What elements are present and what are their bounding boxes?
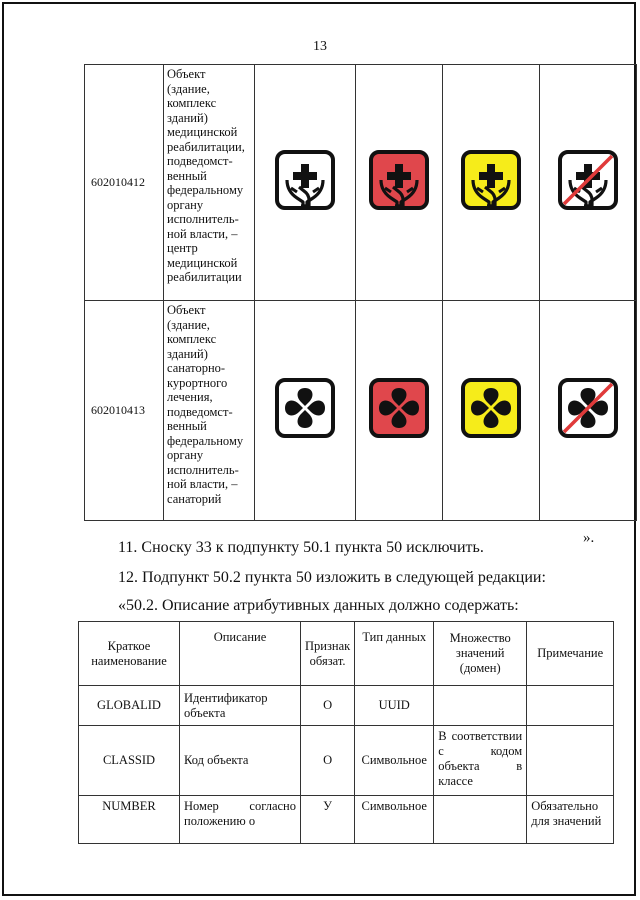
quatrefoil-icon [369,378,429,438]
object-description: Объект (здание, комплекс зданий) медицинской реабилитации, подведомст-венный федеральному органу исполнитель-ной власти, – центр медицинской реабилитации [164,65,255,301]
object-description: Объект (здание, комплекс зданий) санаторно-курортного лечения, подведомст-венный федеральному органу исполнитель-ной власти, – санаторий [164,301,255,521]
column-header: Признак обязат. [301,622,355,686]
symbol-cell-crossed [540,65,637,301]
cell-note: Обязательно для значений [527,796,614,844]
table-row [79,726,614,796]
cell-data-type: UUID [355,686,434,726]
cell-domain [434,796,527,844]
cell-required: О [301,726,355,796]
paragraph-11: 11. Сноску 33 к подпункту 50.1 пункта 50 исключить. [118,539,484,556]
column-header: Множество значений (домен) [434,622,527,686]
symbol-table [84,64,637,521]
column-header: Тип данных [355,622,434,686]
object-code: 602010413 [85,301,164,521]
table-row [79,686,614,726]
quatrefoil-icon [558,378,618,438]
column-header: Краткое наименование [79,622,180,686]
cell-required: О [301,686,355,726]
cell-note [527,726,614,796]
table-row [85,65,637,301]
cell-short-name: CLASSID [79,726,180,796]
cell-description: Идентификатор объекта [180,686,301,726]
hands-cross-icon [369,150,429,210]
cell-data-type: Символьное [355,796,434,844]
cell-domain [434,686,527,726]
attribute-table [78,621,614,844]
quatrefoil-icon [275,378,335,438]
hands-cross-icon [461,150,521,210]
cell-short-name: GLOBALID [79,686,180,726]
cell-required: У [301,796,355,844]
symbol-cell-red [356,301,443,521]
symbol-cell-crossed [540,301,637,521]
cell-note [527,686,614,726]
cell-data-type: Символьное [355,726,434,796]
cell-description: Код объекта [180,726,301,796]
hands-cross-icon [275,150,335,210]
quatrefoil-icon [461,378,521,438]
symbol-cell-yellow [443,65,540,301]
hands-cross-icon [558,150,618,210]
header-row [79,622,614,686]
cell-description: Номер согласно положению о [180,796,301,844]
column-header: Примечание [527,622,614,686]
table-row [85,301,637,521]
column-header: Описание [180,622,301,686]
object-code: 602010412 [85,65,164,301]
table-row [79,796,614,844]
paragraph-intro: «50.2. Описание атрибутивных данных должно содержать: [118,597,519,614]
symbol-cell-white [255,301,356,521]
symbol-cell-red [356,65,443,301]
symbol-cell-yellow [443,301,540,521]
cell-domain: В соответствии с кодом объекта в классе [434,726,527,796]
symbol-cell-white [255,65,356,301]
cell-short-name: NUMBER [79,796,180,844]
closing-quote: ». [583,530,595,546]
paragraph-12: 12. Подпункт 50.2 пункта 50 изложить в следующей редакции: [118,569,546,586]
page-number: 13 [313,39,327,54]
